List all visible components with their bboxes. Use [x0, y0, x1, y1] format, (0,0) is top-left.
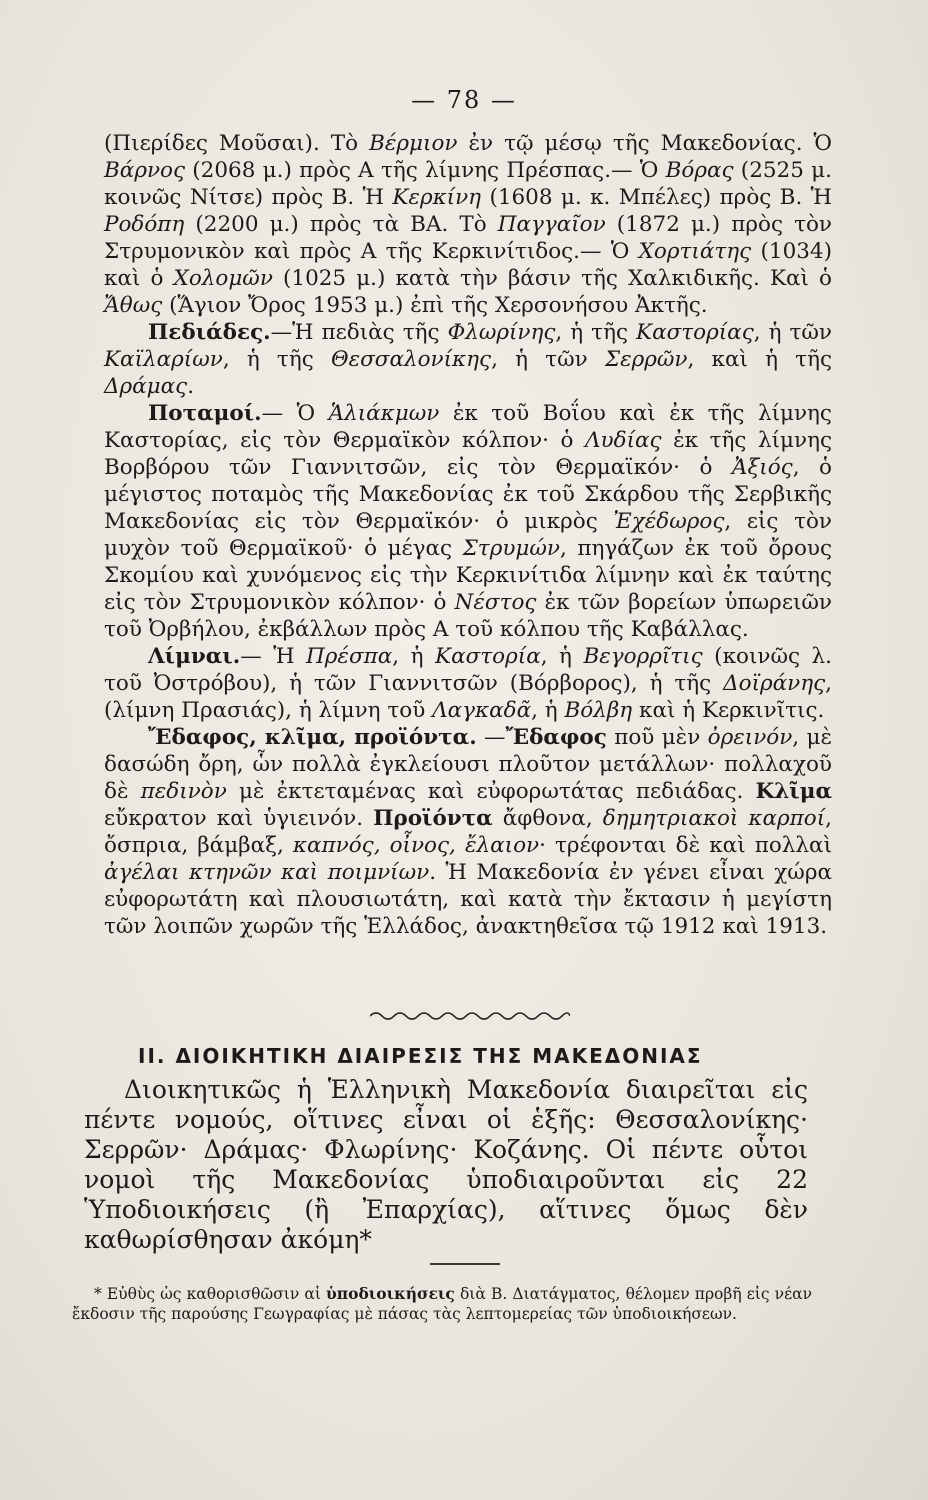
text-segment: , ἡ τῆς [555, 320, 637, 345]
text-segment: , πηγάζων ἐκ τοῦ ὄρους Σκομίου καὶ χυνόμενος εἰς τὴν Κερκινίτιδα λίμνην καὶ ἐκ ταύτης εἰς τὸν Στρυμονικὸν κόλπον· ὁ [104, 536, 832, 615]
text-segment: Κερκίνη [392, 185, 482, 210]
text-segment: Βόλβη [564, 698, 633, 723]
text-segment: ἄφθονα, [492, 806, 603, 831]
text-segment: εὔκρατον καὶ ὑγιεινόν. [104, 806, 374, 831]
text-segment: ποῦ μὲν [606, 725, 708, 750]
text-segment: καπνός, οἶνος, ἔλαιον [292, 833, 540, 858]
main-text [104, 130, 832, 940]
text-segment: ἐκ τῶν βορείων ὑπωρειῶν τοῦ Ὀρβήλου, ἐκβάλλων πρὸς Α τοῦ κόλπου τῆς Καβάλλας. [104, 590, 832, 642]
text-segment: Θεσσαλονίκης [330, 347, 492, 372]
text-segment: , ὁ μέγιστος ποταμὸς τῆς Μακεδονίας ἐκ τοῦ Σκάρδου τῆς Σερβικῆς Μακεδονίας εἰς τὸν Θερμαϊκόν· ὁ μικρὸς [104, 455, 832, 534]
text-segment: Πρέσπα [306, 644, 393, 669]
text-segment: Λαγκαδᾶ [432, 698, 532, 723]
paragraph-rivers [104, 400, 832, 643]
footnote-after: διὰ Β. Διατάγματος, θέλομεν προβῆ εἰς νέαν ἔκδοσιν τῆς παρούσης Γεωγραφίας μὲ πάσας τὰς λεπτομερείας τῶν ὑποδιοικήσεων. [72, 1285, 813, 1323]
text-segment: Βεγορρῖτις [583, 644, 703, 669]
page-number: — 78 — [411, 86, 517, 114]
text-segment: , καὶ ἡ τῆς [687, 347, 832, 372]
text-segment: , ἡ τῶν [753, 320, 832, 345]
footnote-rule [430, 1263, 500, 1265]
text-segment: Δράμας [104, 374, 188, 399]
text-segment: Σερρῶν [604, 347, 688, 372]
text-segment: (1025 μ.) κατὰ τὴν βάσιν τῆς Χαλκιδικῆς. Καὶ ὁ [272, 266, 833, 291]
text-segment: , (λίμνη Πρασιάς), ἡ λίμνη τοῦ [104, 671, 832, 723]
text-segment: Ἄθως [104, 293, 163, 318]
text-segment: δημητριακοὶ καρποί [602, 806, 826, 831]
text-segment: Ποταμοί. [148, 401, 262, 426]
paragraph-lakes [104, 643, 832, 724]
text-segment: Ἔδαφος, κλῖμα, προϊόντα. [148, 725, 477, 750]
text-segment: ἐκ τῆς λίμνης Βορβόρου τῶν Γιαννιτσῶν, εἰς τὸν Θερμαϊκόν· ὁ [104, 428, 832, 480]
text-segment: — Ὁ [261, 401, 329, 426]
text-segment: · τρέφονται δὲ καὶ πολλαὶ [539, 833, 832, 858]
paragraph-mountains [104, 130, 832, 319]
text-segment: (1034) καὶ ὁ [104, 239, 832, 291]
text-segment: ἐκ τοῦ Βοΐου καὶ ἐκ τῆς λίμνης Καστορίας, εἰς τὸν Θερμαϊκὸν κόλπον· ὁ [104, 401, 832, 453]
text-segment: ἐν τῷ μέσῳ τῆς Μακεδονίας. Ὁ [457, 131, 833, 156]
text-segment: Καστορίας [636, 320, 754, 345]
text-segment: Καστορία [435, 644, 541, 669]
text-segment: Λίμναι. [148, 644, 241, 669]
text-segment: Νέστος [454, 590, 537, 615]
text-segment: Βόρας [665, 158, 734, 183]
wavy-divider [370, 1006, 570, 1026]
section-paragraph: Διοικητικῶς ἡ Ἑλληνικὴ Μακεδονία διαιρεῖται εἰς πέντε νομούς, οἵτινες εἶναι οἱ ἑξῆς: Θεσσαλονίκης· Σερρῶν· Δράμας· Φλωρίνης· Κοζάνης. Οἱ πέντε οὗτοι νομοὶ τῆς Μακεδονίας ὑποδιαιροῦνται εἰς 22 Ὑποδιοικήσεις (ἢ Ἐπαρχίας), αἵτινες ὅμως δὲν καθωρίσθησαν ἀκόμη* [84, 1075, 808, 1254]
text-segment: Δοϊράνης [723, 671, 826, 696]
text-segment: , ἡ τῆς [222, 347, 331, 372]
text-segment: — Ἡ [240, 644, 307, 669]
text-segment: Λυδίας [585, 428, 662, 453]
text-segment: , ἡ [540, 644, 584, 669]
text-segment: (1872 μ.) πρὸς τὸν Στρυμονικὸν καὶ πρὸς Α τῆς Κερκινίτιδος.— Ὁ [104, 212, 832, 264]
text-segment: Κλῖμα [755, 779, 832, 804]
text-segment: , εἰς τὸν μυχὸν τοῦ Θερμαϊκοῦ· ὁ μέγας [104, 509, 832, 561]
text-segment: Ροδόπη [104, 212, 185, 237]
paragraph-plains [104, 319, 832, 400]
footnote-before: * Εὐθὺς ὡς καθορισθῶσιν αἱ [94, 1285, 327, 1303]
text-segment: , μὲ δασώδη ὄρη, ὧν πολλὰ ἐγκλείουσι πλοῦτον μετάλλων· πολλαχοῦ δὲ [104, 725, 833, 804]
footnote-bold-term: ὑποδιοικήσεις [326, 1284, 455, 1303]
footnote [72, 1284, 812, 1324]
text-segment: ἀγέλαι κτηνῶν καὶ ποιμνίων [104, 860, 430, 885]
text-segment: Χορτιάτης [638, 239, 752, 264]
text-segment: Βάρνος [104, 158, 186, 183]
text-segment: Πεδιάδες. [148, 320, 271, 345]
text-segment: , ἡ τῶν [491, 347, 605, 372]
section-body [84, 1075, 808, 1255]
text-segment: , ὄσπρια, βάμβαξ, [104, 806, 832, 858]
text-segment: (Πιερίδες Μοῦσαι). Τὸ [104, 131, 370, 156]
text-segment: Ἔδαφος [505, 725, 607, 750]
text-segment: Φλωρίνης [447, 320, 556, 345]
text-segment: Προϊόντα [373, 806, 493, 831]
text-segment: (2068 μ.) πρὸς Α τῆς λίμνης Πρέσπας.— Ὁ [185, 158, 666, 183]
text-segment: (Ἅγιον Ὄρος 1953 μ.) ἐπὶ τῆς Χερσονήσου Ἀκτῆς. [162, 293, 708, 318]
text-segment: (2525 μ. κοινῶς Νίτσε) πρὸς Β. Ἡ [104, 158, 832, 210]
paragraph-soil-climate-products [104, 724, 832, 940]
text-segment: Ἀξιός [731, 455, 793, 480]
text-segment: Ἁλιάκμων [328, 401, 440, 426]
text-segment: πεδινὸν [140, 779, 227, 804]
text-segment: μὲ ἐκτεταμένας καὶ εὐφορωτάτας πεδιάδας. [226, 779, 756, 804]
text-segment: — [476, 725, 506, 750]
text-segment: Στρυμών [462, 536, 560, 561]
text-segment: . Ἡ Μακεδονία ἐν γένει εἶναι χώρα εὐφορωτάτη καὶ πλουσιωτάτη, καὶ κατὰ τὴν ἔκτασιν ἡ μεγίστη τῶν λοιπῶν χωρῶν τῆς Ἑλλάδος, ἀνακτηθεῖσα τῷ 1912 καὶ 1913. [104, 860, 832, 939]
text-segment: . [187, 374, 195, 399]
text-segment: καὶ ἡ Κερκινῖτις. [632, 698, 825, 723]
footnote-text [72, 1284, 812, 1324]
text-segment: Χολομῶν [173, 266, 273, 291]
text-segment: (2200 μ.) πρὸς τὰ ΒΑ. Τὸ [184, 212, 498, 237]
text-segment: Παγγαῖον [497, 212, 606, 237]
text-segment: Ἐχέδωρος [613, 509, 725, 534]
text-segment: , ἡ [531, 698, 565, 723]
text-segment: Βέρμιον [369, 131, 458, 156]
text-segment: Καϊλαρίων [104, 347, 223, 372]
section-title: ΙΙ. ΔΙΟΙΚΗΤΙΚΗ ΔΙΑΙΡΕΣΙΣ ΤΗΣ ΜΑΚΕΔΟΝΙΑΣ [138, 1044, 703, 1068]
text-segment: (κοινῶς λ. τοῦ Ὀστρόβου), ἡ τῶν Γιαννιτσῶν (Βόρβορος), ἡ τῆς [104, 644, 832, 696]
text-segment: , ἡ [392, 644, 436, 669]
text-segment: (1608 μ. κ. Μπέλες) πρὸς Β. Ἡ [481, 185, 832, 210]
text-segment: ὀρεινόν [707, 725, 793, 750]
text-segment: —Ἡ πεδιὰς τῆς [270, 320, 448, 345]
